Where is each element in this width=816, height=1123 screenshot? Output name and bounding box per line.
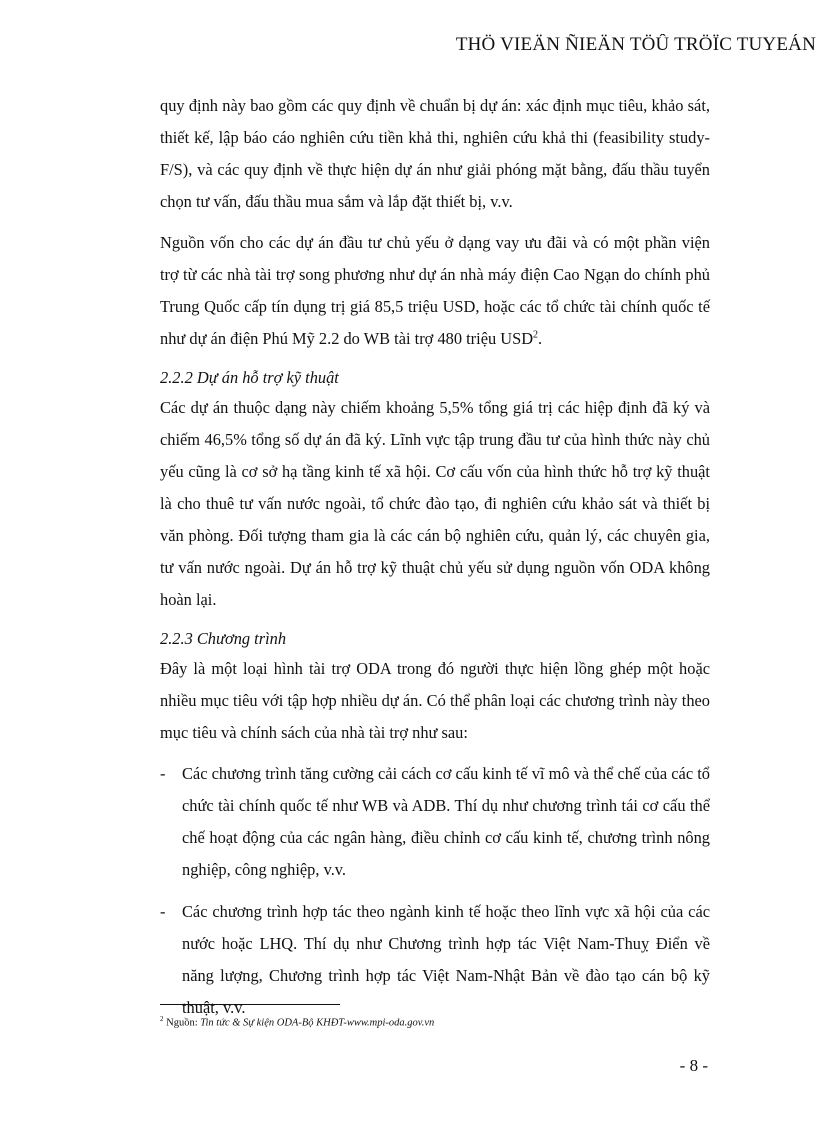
footnote-marker: 2 — [160, 1015, 164, 1023]
program-list — [160, 758, 710, 1024]
section-heading-2-2-3: 2.2.3 Chương trình — [160, 629, 287, 648]
list-dash-marker: - — [160, 764, 166, 783]
footnote-reference: 2 — [533, 329, 539, 341]
list-item-text: Các chương trình tăng cường cải cách cơ cấu kinh tế vĩ mô và thể chế của các tổ chức tài chính quốc tế như WB và ADB. Thí dụ như chương trình tái cơ cấu thể chế hoạt động của các ngân hàng, điều chỉnh cơ cấu kinh tế, chương trình nông nghiệp, công nghiệp, v.v. — [182, 764, 710, 879]
list-item — [160, 758, 710, 886]
page-header-title: THÖ VIEÄN ÑIEÄN TÖÛ TRÖÏC TUYEÁN — [455, 34, 816, 55]
footnote-divider — [160, 1004, 340, 1005]
page-number: - 8 - — [679, 1056, 708, 1075]
page-body — [160, 90, 710, 1034]
paragraph-3: Các dự án thuộc dạng này chiếm khoảng 5,5% tổng giá trị các hiệp định đã ký và chiếm 46,5% tổng số dự án đã ký. Lĩnh vực tập trung đầu tư của hình thức này chủ yếu cũng là cơ sở hạ tầng kinh tế xã hội. Cơ cấu vốn của hình thức hỗ trợ kỹ thuật là cho thuê tư vấn nước ngoài, tổ chức đào tạo, đi nghiên cứu khảo sát và thiết bị văn phòng. Đối tượng tham gia là các cán bộ nghiên cứu, quản lý, các chuyên gia, tư vấn nước ngoài. Dự án hỗ trợ kỹ thuật chủ yếu sử dụng nguồn vốn ODA không hoàn lại. — [160, 398, 710, 609]
footnote-source: Tin tức & Sự kiện ODA-Bộ KHĐT-www.mpi-oda.gov.vn — [200, 1017, 435, 1029]
footnote — [160, 1012, 434, 1031]
paragraph-1: quy định này bao gồm các quy định về chuẩn bị dự án: xác định mục tiêu, khảo sát, thiết kế, lập báo cáo nghiên cứu tiền khả thi, nghiên cứu khả thi (feasibility study- F/S), và các quy định về thực hiện dự án như giải phóng mặt bằng, đấu thầu tuyển chọn tư vấn, đấu thầu mua sắm và lắp đặt thiết bị, v.v. — [160, 96, 710, 211]
list-item-text: Các chương trình hợp tác theo ngành kinh tế hoặc theo lĩnh vực xã hội của các nước hoặc LHQ. Thí dụ như Chương trình hợp tác Việt Nam-Thuỵ Điển về năng lượng, Chương trình hợp tác Việt Nam-Nhật Bản về đào tạo cán bộ kỹ thuật, v.v. — [182, 902, 710, 1017]
paragraph-2 — [160, 227, 710, 355]
paragraph-2-end: . — [538, 329, 543, 348]
footnote-label: Nguồn: — [163, 1017, 201, 1029]
list-dash-marker: - — [160, 902, 166, 921]
paragraph-4: Đây là một loại hình tài trợ ODA trong đó người thực hiện lồng ghép một hoặc nhiều mục tiêu với tập hợp nhiều dự án. Có thể phân loại các chương trình này theo mục tiêu và chính sách của nhà tài trợ như sau: — [160, 659, 710, 742]
paragraph-2-text: Nguồn vốn cho các dự án đầu tư chủ yếu ở dạng vay ưu đãi và có một phần viện trợ từ các nhà tài trợ song phương như dự án nhà máy điện Cao Ngạn do chính phủ Trung Quốc cấp tín dụng trị giá 85,5 triệu USD, hoặc các tổ chức tài chính quốc tế như dự án điện Phú Mỹ 2.2 do WB tài trợ 480 triệu USD — [160, 233, 710, 348]
section-heading-2-2-2: 2.2.2 Dự án hỗ trợ kỹ thuật — [160, 368, 339, 387]
